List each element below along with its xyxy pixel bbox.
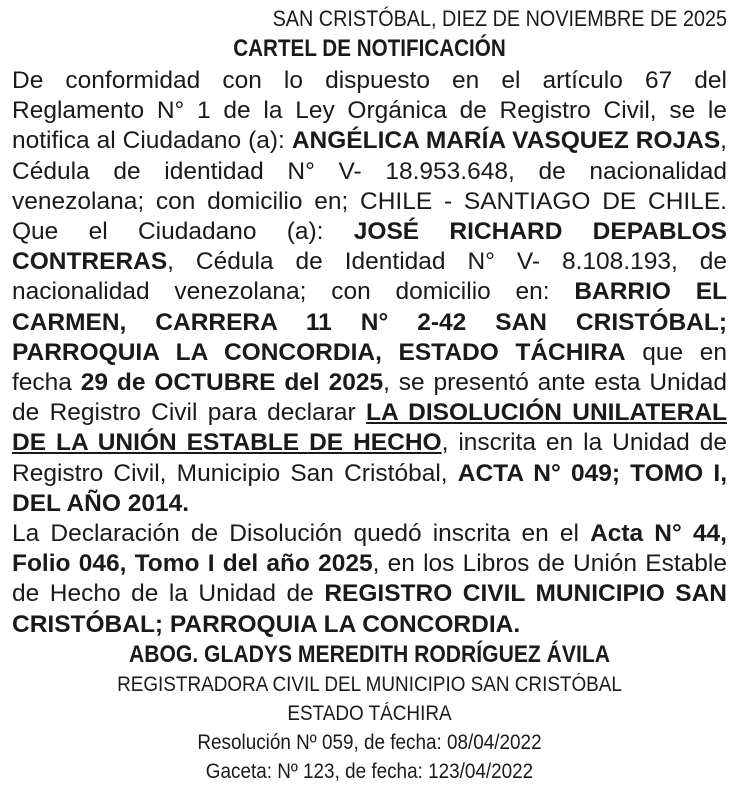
- declarant-citizen-name: JOSÉ RICHARD DEPABLOS CONTRERAS: [12, 218, 727, 276]
- date-line: SAN CRISTÓBAL, DIEZ DE NOVIEMBRE DE 2025: [272, 6, 727, 31]
- notice-paragraph-1: [12, 66, 727, 519]
- gazette-reference: Gaceta: Nº 123, de fecha: 123/04/2022: [205, 759, 534, 783]
- signatory-position: REGISTRADORA CIVIL DEL MUNICIPIO SAN CRISTÓBAL: [117, 672, 622, 696]
- paragraph-1-text-3: , Cédula de Identidad N° V- 8.108.193, de nacionalidad venezolana; con domicilio en:: [12, 248, 727, 306]
- paragraph-1-text-5: , se presentó ante esta Unidad de Registro Civil para declarar: [12, 369, 728, 427]
- notice-paragraph-2: [12, 519, 727, 640]
- declaration-date: 29 de OCTUBRE del 2025: [80, 369, 384, 397]
- paragraph-1-text-4: que en fecha: [12, 338, 727, 397]
- signatory-name: ABOG. GLADYS MEREDITH RODRÍGUEZ ÁVILA: [128, 640, 611, 668]
- signatory-state: ESTADO TÁCHIRA: [287, 701, 452, 725]
- paragraph-2-text-1: La Declaración de Disolución quedó inscrita en el: [12, 520, 591, 548]
- notified-citizen-name: ANGÉLICA MARÍA VASQUEZ ROJAS: [291, 127, 721, 155]
- notice-title: CARTEL DE NOTIFICACIÓN: [233, 35, 506, 62]
- paragraph-1-text-6: , inscrita en la Unidad de Registro Civil, Municipio San Cristóbal,: [12, 429, 728, 487]
- original-act-reference: ACTA N° 049; TOMO I, DEL AÑO 2014.: [12, 459, 728, 517]
- resolution-reference: Resolución Nº 059, de fecha: 08/04/2022: [197, 730, 542, 754]
- paragraph-1-text-1: De conformidad con lo dispuesto en el artículo 67 del Reglamento N° 1 de la Ley Orgánica de Registro Civil, se le notifica al Ciudadano (a):: [12, 67, 727, 155]
- paragraph-1-text-2: , Cédula de identidad N° V- 18.953.648, de nacionalidad venezolana; con domicilio en; CHILE - SANTIAGO DE CHILE. Que el Ciudadano (a):: [12, 127, 727, 246]
- declaration-type: LA DISOLUCIÓN UNILATERAL DE LA UNIÓN ESTABLE DE HECHO: [12, 399, 727, 457]
- registry-office-name: REGISTRO CIVIL MUNICIPIO SAN CRISTÓBAL; PARROQUIA LA CONCORDIA.: [12, 580, 727, 638]
- dissolution-act-reference: Acta N° 44, Folio 046, Tomo I del año 2025: [12, 520, 727, 578]
- paragraph-2-text-2: , en los Libros de Unión Estable de Hecho de la Unidad de: [12, 550, 727, 608]
- declarant-address: BARRIO EL CARMEN, CARRERA 11 N° 2-42 SAN CRISTÓBAL; PARROQUIA LA CONCORDIA, ESTADO TÁCHIRA: [12, 278, 727, 366]
